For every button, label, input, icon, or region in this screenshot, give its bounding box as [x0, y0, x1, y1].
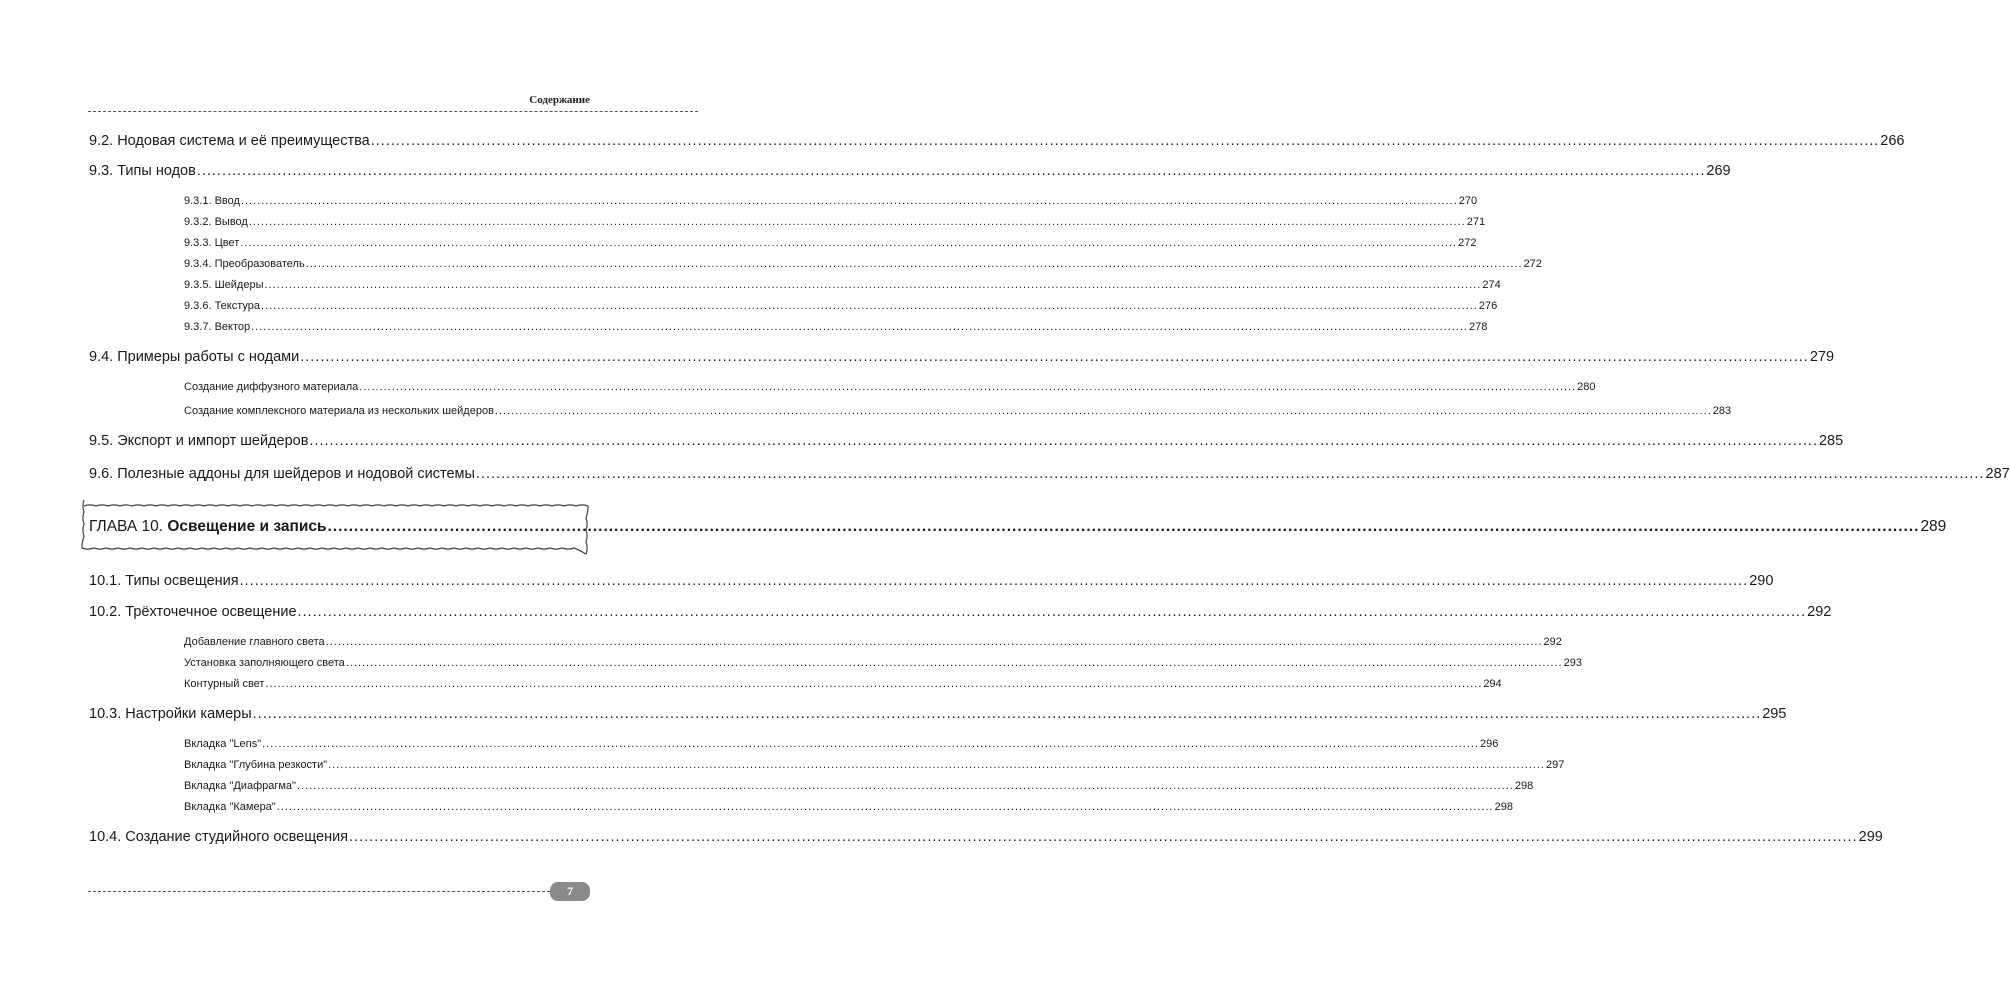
toc-entry-9-3-5[interactable] [184, 279, 1501, 291]
chapter-page: 289 [1920, 518, 1947, 535]
toc-entry-page: 285 [1818, 433, 1844, 449]
toc-entry-page: 296 [1479, 738, 1499, 750]
dot-leader: ............................................................................................................................................................................................................................................................................................................ [276, 801, 1494, 813]
dot-leader: ............................................................................................................................................................................................................................................................................................................ [349, 829, 1858, 845]
toc-entry-label: Установка заполняющего света [184, 657, 345, 669]
toc-entry-page: 271 [1466, 216, 1486, 228]
toc-entry-label: Добавление главного света [184, 636, 325, 648]
dot-leader: ............................................................................................................................................................................................................................................................................................................ [252, 706, 1762, 722]
toc-entry-page: 279 [1809, 349, 1835, 365]
dot-leader: ............................................................................................................................................................................................................................................................................................................ [251, 321, 1468, 333]
dot-leader: ............................................................................................................................................................................................................................................................................................................ [248, 216, 1466, 228]
dot-leader: ............................................................................................................................................................................................................................................................................................................ [325, 636, 1543, 648]
dot-leader: ............................................................................................................................................................................................................................................................................................................ [240, 195, 1458, 207]
toc-entry-page: 298 [1514, 780, 1534, 792]
page-number-badge: 7 [550, 882, 590, 901]
toc-entry-label: 9.5. Экспорт и импорт шейдеров [89, 433, 309, 449]
toc-entry-label: 9.3.6. Текстура [184, 300, 261, 312]
toc-entry-page: 299 [1858, 829, 1883, 845]
toc-entry-page: 283 [1712, 405, 1732, 417]
toc-entry-page: 280 [1577, 381, 1596, 393]
toc-entry-rim-light[interactable] [184, 678, 1502, 690]
toc-entry-page: 292 [1807, 604, 1832, 620]
toc-entry-key-light[interactable] [184, 636, 1562, 648]
toc-entry-page: 298 [1494, 801, 1513, 813]
toc-entry-camera[interactable] [184, 801, 1513, 813]
dot-leader: ............................................................................................................................................................................................................................................................................................................ [327, 518, 1920, 535]
footer-divider [88, 891, 550, 892]
dot-leader: ............................................................................................................................................................................................................................................................................................................ [264, 279, 1482, 291]
toc-entry-9-4[interactable] [89, 349, 1835, 365]
toc-entry-label: Контурный свет [184, 678, 265, 690]
toc-entry-9-2[interactable] [89, 133, 1905, 149]
toc-entry-10-2[interactable] [89, 604, 1832, 620]
toc-entry-page: 270 [1458, 195, 1478, 207]
toc-entry-complex[interactable] [184, 405, 1732, 417]
dot-leader: ............................................................................................................................................................................................................................................................................................................ [262, 738, 1479, 750]
toc-entry-10-4[interactable] [89, 829, 1883, 845]
toc-entry-9-3-3[interactable] [184, 237, 1477, 249]
toc-entry-diffuse[interactable] [184, 381, 1596, 393]
toc-entry-label: 9.3.3. Цвет [184, 237, 240, 249]
toc-entry-label: Создание комплексного материала из нескольких шейдеров [184, 405, 494, 417]
dot-leader: ............................................................................................................................................................................................................................................................................................................ [494, 405, 1712, 417]
toc-entry-9-3[interactable] [89, 163, 1731, 179]
toc-entry-fill-light[interactable] [184, 657, 1582, 669]
toc-entry-label: 9.6. Полезные аддоны для шейдеров и нодовой системы [89, 466, 475, 482]
dot-leader: ............................................................................................................................................................................................................................................................................................................ [328, 759, 1545, 771]
chapter-prefix: ГЛАВА 10. [89, 518, 164, 535]
toc-entry-page: 272 [1523, 258, 1542, 270]
toc-entry-label: 10.2. Трёхточечное освещение [89, 604, 297, 620]
toc-entry-page: 287 [1985, 466, 2010, 482]
dot-leader: ............................................................................................................................................................................................................................................................................................................ [265, 678, 1483, 690]
toc-entry-label: 9.3.5. Шейдеры [184, 279, 264, 291]
toc-entry-label: 10.4. Создание студийного освещения [89, 829, 349, 845]
toc-entry-page: 293 [1563, 657, 1582, 669]
dot-leader: ............................................................................................................................................................................................................................................................................................................ [475, 466, 1985, 482]
toc-entry-page: 290 [1749, 573, 1774, 589]
toc-entry-aperture[interactable] [184, 780, 1534, 792]
toc-entry-9-3-1[interactable] [184, 195, 1478, 207]
toc-entry-page: 266 [1880, 133, 1905, 149]
dot-leader: ............................................................................................................................................................................................................................................................................................................ [345, 657, 1563, 669]
toc-entry-page: 276 [1478, 300, 1498, 312]
toc-entry-10-3[interactable] [89, 706, 1787, 722]
toc-entry-9-5[interactable] [89, 433, 1844, 449]
chapter-title: Освещение и запись [167, 518, 327, 535]
dot-leader: ............................................................................................................................................................................................................................................................................................................ [370, 133, 1880, 149]
toc-entry-label: 9.3.7. Вектор [184, 321, 251, 333]
toc-entry-label: Создание диффузного материала [184, 381, 359, 393]
toc-entry-page: 294 [1483, 678, 1502, 690]
toc-entry-label: 9.2. Нодовая система и её преимущества [89, 133, 370, 149]
toc-entry-10-1[interactable] [89, 573, 1774, 589]
toc-entry-label: Вкладка "Lens" [184, 738, 262, 750]
toc-entry-label: Вкладка "Диафрагма" [184, 780, 296, 792]
toc-entry-page: 274 [1482, 279, 1501, 291]
toc-entry-page: 272 [1458, 237, 1477, 249]
running-header-title: Содержание [529, 94, 590, 106]
dot-leader: ............................................................................................................................................................................................................................................................................................................ [296, 780, 1514, 792]
dot-leader: ............................................................................................................................................................................................................................................................................................................ [300, 349, 1809, 365]
toc-entry-label: 10.1. Типы освещения [89, 573, 239, 589]
dot-leader: ............................................................................................................................................................................................................................................................................................................ [359, 381, 1577, 393]
dot-leader: ............................................................................................................................................................................................................................................................................................................ [261, 300, 1478, 312]
toc-entry-page: 297 [1545, 759, 1565, 771]
toc-entry-label: 9.3.2. Вывод [184, 216, 248, 228]
toc-entry-label: 10.3. Настройки камеры [89, 706, 252, 722]
toc-entry-label: 9.3.1. Ввод [184, 195, 240, 207]
toc-entry-label: 9.4. Примеры работы с нодами [89, 349, 300, 365]
toc-entry-9-6[interactable] [89, 466, 2010, 482]
toc-entry-lens[interactable] [184, 738, 1499, 750]
toc-entry-page: 278 [1468, 321, 1488, 333]
toc-entry-9-3-6[interactable] [184, 300, 1498, 312]
toc-entry-9-3-4[interactable] [184, 258, 1542, 270]
dot-leader: ............................................................................................................................................................................................................................................................................................................ [305, 258, 1523, 270]
toc-entry-label: 9.3. Типы нодов [89, 163, 196, 179]
toc-entry-label: Вкладка "Камера" [184, 801, 276, 813]
toc-entry-9-3-2[interactable] [184, 216, 1486, 228]
toc-entry-page: 269 [1706, 163, 1731, 179]
dot-leader: ............................................................................................................................................................................................................................................................................................................ [240, 237, 1458, 249]
toc-entry-page: 292 [1543, 636, 1562, 648]
toc-entry-9-3-7[interactable] [184, 321, 1488, 333]
toc-entry-depth-of-field[interactable] [184, 759, 1565, 771]
toc-entry-label: 9.3.4. Преобразователь [184, 258, 305, 270]
toc-chapter-10[interactable] [89, 518, 1947, 536]
toc-entry-label: Вкладка "Глубина резкости" [184, 759, 328, 771]
toc-entry-page: 295 [1762, 706, 1787, 722]
dot-leader: ............................................................................................................................................................................................................................................................................................................ [239, 573, 1749, 589]
dot-leader: ............................................................................................................................................................................................................................................................................................................ [196, 163, 1706, 179]
header-divider [88, 111, 698, 112]
dot-leader: ............................................................................................................................................................................................................................................................................................................ [309, 433, 1818, 449]
dot-leader: ............................................................................................................................................................................................................................................................................................................ [297, 604, 1807, 620]
